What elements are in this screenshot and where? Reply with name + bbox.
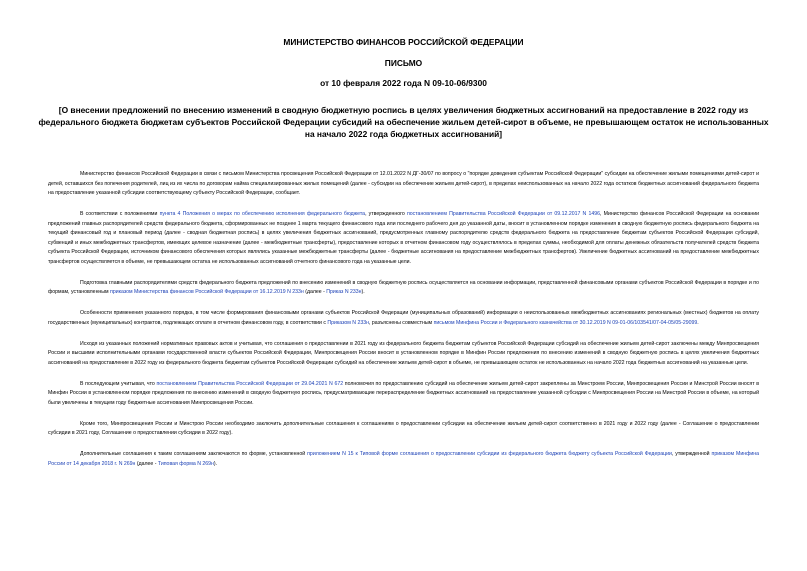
link-order-233n[interactable]: приказом Министерства финансов Российской Федерации от 16.12.2019 N 233н: [110, 289, 304, 295]
text-span: (далее -: [135, 460, 158, 467]
text-span: ).: [361, 289, 365, 295]
text-span: (далее -: [303, 289, 327, 295]
document-body: [48, 170, 759, 469]
link-government-decree-1496[interactable]: постановлением Правительства Российской Федерации от 09.12.2017 N 1496: [406, 211, 601, 217]
paragraph-8: [48, 450, 759, 469]
text-span: полномочия по предоставлению субсидий на обеспечение жильем детей-сирот закреплены за Минстроем России, Минпросвещения России и Минстрой России вносят в Минфин России в установленном порядке предложения по внесению изменений в сводную бюджетную роспись, предусматривающие перераспределение бюджетных ассигнований на предоставление указанной субсидии с Минпросвещения России на Минстрой России в объеме, на который были увеличены в текущем году бюджетные ассигнования Минпросвещения России.: [48, 380, 759, 406]
document-header: [38, 0, 769, 140]
paragraph-7: Кроме того, Минпросвещения России и Минстрою России необходимо заключить дополнительные соглашения к соглашениям о предоставлении субсидии на обеспечение жильем детей-сирот соответственно в 2021 году и 2022 году (далее - Соглашение о предоставлении субсидии в 2021 году, Соглашение о предоставлении субсидии в 2022 году).: [48, 420, 759, 436]
paragraph-4: [48, 309, 759, 328]
link-joint-letter[interactable]: письмом Минфина России и Федерального казначейства от 30.12.2019 N 09-01-06/103541/07-04-05/05-29099: [433, 319, 698, 326]
link-appendix-15-typical-form[interactable]: приложением N 15 к Типовой форме соглашения о предоставлении субсидии из федерального бюджета бюджету субъекта Российской Федерации: [307, 451, 672, 457]
text-span: Особенности применения указанного порядка, в том числе формирования финансовыми органами субъектов Российской Федерации (муниципальных образований) информации о неиспользованных межбюджетных ассигнованиях региональных (местных) бюджетов на оплату государственных (муниципальных) контрактов, подлежащих оплате в отчетном финансовом году, в соответствии с: [48, 310, 759, 326]
paragraph-6: [48, 380, 759, 409]
text-span: , утвержденной: [671, 451, 712, 457]
paragraph-2: [48, 210, 759, 267]
text-span: Подготовка главными распорядителями средств федерального бюджета предложений по внесению изменений в сводную бюджетную роспись осуществляется на основании информации, представленной финансовыми органами субъектов Российской Федерации в порядке и по формам, установленным: [48, 279, 759, 295]
link-budget-execution-measures[interactable]: пункта 4 Положения о мерах по обеспечению исполнения федерального бюджета: [159, 211, 366, 217]
text-span: .: [697, 319, 699, 326]
link-order-233n-ref[interactable]: Приказом N 233н: [327, 319, 370, 326]
text-span: ).: [213, 460, 218, 467]
document-date-number: от 10 февраля 2022 года N 09-10-06/9300: [320, 78, 487, 88]
link-government-decree-672[interactable]: постановлением Правительства Российской Федерации от 29.04.2021 N 672: [156, 380, 344, 387]
paragraph-1: Министерство финансов Российской Федерации в связи с письмом Министерства просвещения Российской Федерации от 12.01.2022 N ДГ-30/07 по вопросу о "порядке доведения субъектам Российской Федерации" субсидии на обеспечение жилыми помещениями детей-сирот и детей, оставшихся без попечения родителей, лиц из их числа по договорам найма специализированных жилых помещений (далее - субсидии на обеспечение жильем детей-сирот), в пределах неиспользованных на начало 2022 года остатков бюджетных ассигнований федерального бюджета на предоставление указанной субсидии соответствующему субъекту Российской Федерации, сообщает.: [48, 171, 759, 196]
link-order-233n-short[interactable]: Приказ N 233н: [326, 289, 362, 295]
link-typical-form-269n[interactable]: Типовая форма N 269н: [157, 460, 214, 467]
text-span: , Министерство финансов Российской Федерации на основании предложений главных распорядителей средств федерального бюджета, сформированных не позднее 1 марта текущего финансового года или последнего рабочего дня до указанной даты, вносит в установленном порядке изменения в сводную бюджетную роспись федерального бюджета на текущий финансовый год и плановый период (далее - сводная бюджетная роспись) в целях увеличения бюджетных ассигнований, предусмотренных главному распорядителю средств федерального бюджета на предоставление бюджетам субъектов Российской Федерации субсидий, субвенций и иных межбюджетных трансфертов, имеющих целевое назначение (далее - межбюджетные трансферты), предоставление которых в отчетном финансовом году осуществлялось в пределах суммы, необходимой для оплаты денежных обязательств получателей средств бюджета субъекта Российской Федерации, источником финансового обеспечения которых являлись указанные межбюджетные трансферты (далее - бюджетные ассигнования на предоставление межбюджетных трансфертов). Увеличение бюджетных ассигнований на предоставление межбюджетных трансфертов осуществляется в объеме, не превышающем остатка не использованных ассигнований отчетного финансового года на указанные цели.: [48, 211, 759, 265]
text-span: , утвержденного: [365, 211, 407, 217]
document-type: ПИСЬМО: [384, 58, 423, 68]
text-span: , разъяснены совместным: [369, 319, 434, 326]
text-span: В последующем учитывая, что: [80, 380, 157, 387]
paragraph-3: [48, 279, 759, 298]
text-span: Дополнительные соглашения к таким соглашениям заключаются по форме, установленной: [80, 451, 308, 457]
document-subject: [О внесении предложений по внесению изменений в сводную бюджетную роспись в целях увеличения бюджетных ассигнований на предоставление в 2022 году из федерального бюджета бюджетам субъектов Российской Федерации субсидий на обеспечение жильем детей-сирот в объеме, не превышающем остаток не использованных на начало 2022 года бюджетных ассигнований]: [38, 105, 769, 139]
ministry-name: МИНИСТЕРСТВО ФИНАНСОВ РОССИЙСКОЙ ФЕДЕРАЦИИ: [283, 37, 524, 47]
link-order-269n[interactable]: приказом Минфина России от 14 декабря 2018 г. N 269н: [48, 451, 760, 467]
text-span: В соответствии с положениями: [80, 211, 160, 217]
paragraph-5: Исходя из указанных положений нормативных правовых актов и учитывая, что соглашения о предоставлении в 2021 году из федерального бюджета бюджетам субъектов Российской Федерации субсидий на обеспечение жильем детей-сирот заключены между Минпросвещения России и высшими исполнительными органами государственной власти субъектов Российской Федерации, Минпросвещения России вносит в установленном порядке в Минфин России предложения по внесению изменений в сводную бюджетную роспись в целях увеличения бюджетных ассигнований на предоставление в 2022 году из федерального бюджета бюджетам субъектов Российской Федерации субсидий на обеспечение жильем детей-сирот в объеме, не превышающем остаток не использованных на начало 2022 года бюджетных ассигнований на указанные цели.: [48, 340, 759, 366]
